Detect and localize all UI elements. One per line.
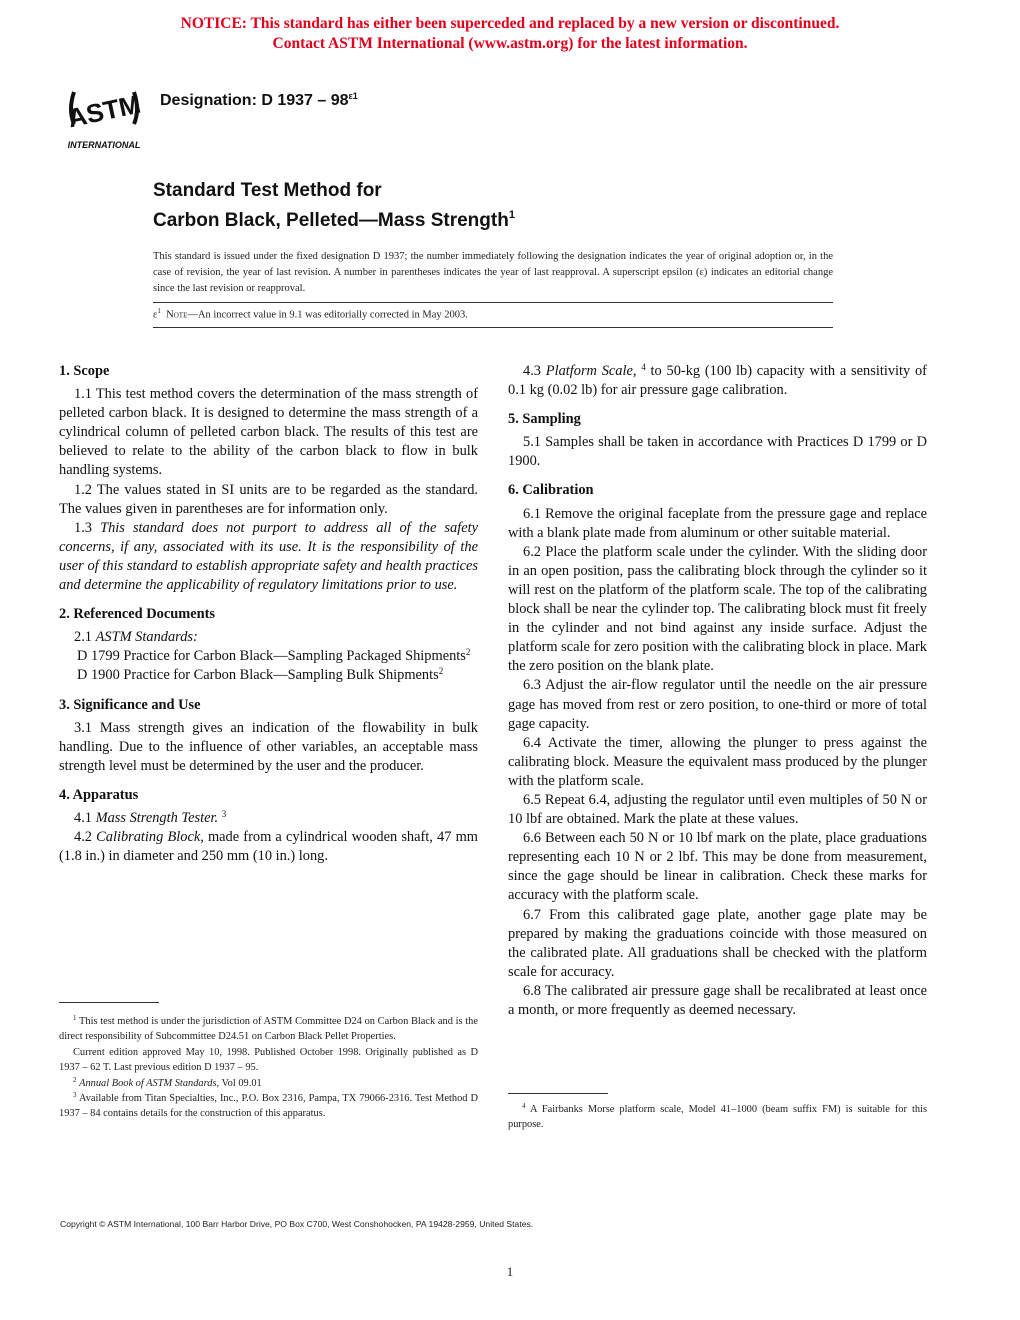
footnotes-right xyxy=(508,1102,927,1133)
footnote-rule-left xyxy=(59,1002,159,1003)
footnote-rule-right xyxy=(508,1093,608,1094)
section-6-heading: 6. Calibration xyxy=(508,482,594,499)
footnote-2: $^2$ Annual Book of ASTM Standards, Vol 09.01 xyxy=(73,1075,262,1089)
section-1-heading: 1. Scope xyxy=(59,363,110,379)
para-1-1: 1.1 This test method covers the determination of the mass strength of pelleted carbon black. It is designed to determine the mass strength of a cylindrical column of pelleted carbon black. The results of this test are believed to relate to the ability of the carbon black to flow in bulk handling systems. xyxy=(59,386,478,479)
ref-d1799: D 1799 Practice for Carbon Black—Sampling Packaged Shipments$^2$ xyxy=(77,647,471,665)
para-6-7: 6.7 From this calibrated gage plate, another gage plate may be prepared by making the graduations coincide with those measured on the calibrated plate. All graduations shall be checked with the platform scale for accuracy. xyxy=(508,906,927,980)
designation xyxy=(160,91,358,110)
document-title xyxy=(153,178,515,233)
para-4-3: 4.3 Platform Scale, $^4$ to 50-kg (100 lb) capacity with a sensitivity of 0.1 kg (0.02 lb) for air pressure gage calibration. xyxy=(508,362,927,399)
para-6-6: 6.6 Between each 50 N or 10 lbf mark on the plate, place graduations representing each 10 N or 2 lbf. This may be done from measurement, since the gage should be linear in calibration. Check these marks for accuracy with the platform scale. xyxy=(508,830,927,904)
divider-bottom xyxy=(153,327,833,328)
para-6-4: 6.4 Activate the timer, allowing the plunger to press against the calibrating block. Measure the equivalent mass produced by the plunger with the platform scale. xyxy=(508,734,927,789)
designation-label: Designation: D 1937 – 98 xyxy=(160,92,349,109)
epsilon-mark: ε xyxy=(153,309,158,321)
footnote-3: $^3$ Available from Titan Specialties, Inc., P.O. Box 2316, Pampa, TX 79066-2316. Test Method D 1937 – 84 contains details for the construction of this apparatus. xyxy=(59,1091,479,1120)
para-1-2: 1.2 The values stated in SI units are to be regarded as the standard. The values given in parentheses are for information only. xyxy=(59,481,478,517)
para-6-1: 6.1 Remove the original faceplate from the pressure gage and replace with a blank plate made from aluminum or other suitable material. xyxy=(508,505,927,541)
para-6-2: 6.2 Place the platform scale under the cylinder. With the sliding door in an open position, pass the calibrating block through the cylinder so it will rest on the platform of the platform scale. The top of the calibrating block shall be near the cylinder top. The calibrating block must fit freely in the cylinder and not bind against any inside surface. Adjust the platform scale for zero position with the calibrating block in place. Mark the zero position on the blank plate. xyxy=(508,543,927,675)
note-text: —An incorrect value in 9.1 was editorially corrected in May 2003. xyxy=(187,309,468,321)
notice-banner xyxy=(0,14,1020,54)
astm-logo xyxy=(60,80,148,152)
para-5-1: 5.1 Samples shall be taken in accordance with Practices D 1799 or D 1900. xyxy=(508,434,927,470)
notice-line-2: Contact ASTM International (www.astm.org) for the latest information. xyxy=(272,35,748,52)
logo-wordmark: ASTM xyxy=(65,88,144,134)
designation-epsilon: ε1 xyxy=(348,91,358,101)
divider-top xyxy=(153,302,833,303)
issued-note: This standard is issued under the fixed designation D 1937; the number immediately following the designation indicates the year of original adoption or, in the case of revision, the year of last revision. A number in parentheses indicates the year of last reapproval. A superscript epsilon (ε) indicates an editorial change since the last revision or reapproval. xyxy=(153,251,833,294)
page-number: 1 xyxy=(506,1264,514,1279)
para-6-8: 6.8 The calibrated air pressure gage shall be recalibrated at least once a month, or more frequently as deemed necessary. xyxy=(508,982,927,1018)
title-footnote-ref: 1 xyxy=(508,209,515,221)
para-2-1: 2.1 ASTM Standards: xyxy=(74,629,198,646)
para-1-3: 1.3 This standard does not purport to address all of the safety concerns, if any, associated with its use. It is the responsibility of the user of this standard to establish appropriate safety and health practices and determine the applicability of regulatory limitations prior to use. xyxy=(59,519,478,594)
para-4-1: 4.1 Mass Strength Tester. $^3$ xyxy=(74,808,227,826)
section-2-heading: 2. Referenced Documents xyxy=(59,606,215,623)
title-line-1: Standard Test Method for xyxy=(153,180,382,201)
footnote-4: $^4$ A Fairbanks Morse platform scale, Model 41–1000 (beam suffix FM) is suitable for this purpose. xyxy=(508,1102,927,1131)
section-5-heading: 5. Sampling xyxy=(508,411,581,428)
title-line-2: Carbon Black, Pelleted—Mass Strength xyxy=(153,210,509,231)
para-4-2: 4.2 Calibrating Block, made from a cylindrical wooden shaft, 47 mm (1.8 in.) in diameter and 250 mm (10 in.) long. xyxy=(59,829,478,865)
right-column xyxy=(508,362,927,1020)
footnote-1: $^1$ This test method is under the jurisdiction of ASTM Committee D24 on Carbon Black and is the direct responsibility of Subcommittee D24.51 on Carbon Black Pellet Properties. xyxy=(59,1014,478,1043)
footnote-1b: Current edition approved May 10, 1998. Published October 1998. Originally published as D 1937 – 62 T. Last previous edition D 1937 – 95. xyxy=(59,1046,478,1074)
epsilon-note xyxy=(153,307,468,321)
section-3-heading: 3. Significance and Use xyxy=(59,696,201,713)
logo-subtext: INTERNATIONAL xyxy=(67,140,141,150)
para-3-1: 3.1 Mass strength gives an indication of the flowability in bulk handling. Due to the influence of other variables, an acceptable mass strength level must be determined by the user and the producer. xyxy=(59,719,478,774)
section-4-heading: 4. Apparatus xyxy=(59,786,139,803)
notice-line-1: NOTICE: This standard has either been superceded and replaced by a new version or discontinued. xyxy=(180,15,840,32)
para-6-5: 6.5 Repeat 6.4, adjusting the regulator until even multiples of 50 N or 10 lbf are obtained. Mark the plate at these values. xyxy=(508,791,927,828)
para-6-3: 6.3 Adjust the air-flow regulator until the needle on the air pressure gage has moved from rest or zero position, to one-third or more of total gage capacity. xyxy=(508,677,927,732)
left-column xyxy=(59,362,478,866)
epsilon-number: 1 xyxy=(157,307,161,315)
footnotes-left xyxy=(59,1014,478,1122)
note-label: Note xyxy=(166,309,188,321)
ref-d1900: D 1900 Practice for Carbon Black—Sampling Bulk Shipments$^2$ xyxy=(77,666,444,684)
copyright: Copyright © ASTM International, 100 Barr Harbor Drive, PO Box C700, West Conshohocken, PA 19428-2959, United States. xyxy=(60,1219,534,1229)
